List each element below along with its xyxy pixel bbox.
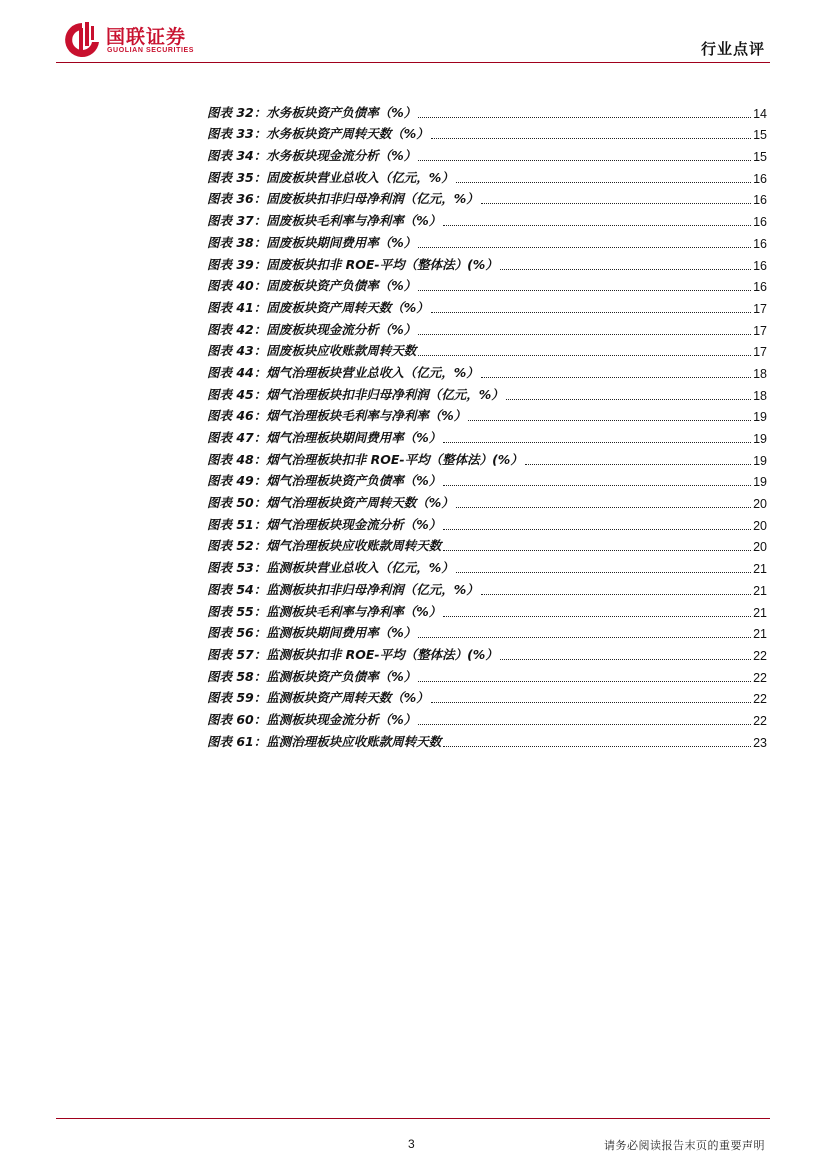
toc-entry[interactable] <box>207 489 767 511</box>
toc-dot-leader <box>481 590 751 595</box>
toc-entry-label: 图表 42：固废板块现金流分析（%） <box>207 321 417 337</box>
toc-entry[interactable] <box>207 468 767 490</box>
toc-entry-page: 20 <box>753 497 767 512</box>
toc-entry-label: 图表 44：烟气治理板块营业总收入（亿元，%） <box>207 364 479 380</box>
toc-entry-label: 图表 51：烟气治理板块现金流分析（%） <box>207 516 442 532</box>
toc-entry-page: 16 <box>753 258 767 273</box>
toc-entry-page: 19 <box>753 475 767 490</box>
toc-entry-label: 图表 32：水务板块资产负债率（%） <box>207 104 417 120</box>
toc-entry[interactable] <box>207 273 767 295</box>
toc-entry-page: 14 <box>753 106 767 121</box>
toc-dot-leader <box>418 633 751 638</box>
toc-entry[interactable] <box>207 620 767 642</box>
toc-entry[interactable] <box>207 728 767 750</box>
toc-entry-page: 15 <box>753 128 767 143</box>
toc-entry-label: 图表 59：监测板块资产周转天数（%） <box>207 690 429 706</box>
toc-dot-leader <box>481 373 751 378</box>
toc-dot-leader <box>456 178 751 183</box>
toc-dot-leader <box>500 655 751 660</box>
toc-dot-leader <box>481 199 751 204</box>
toc-entry-page: 21 <box>753 627 767 642</box>
logo-mark-icon <box>62 20 102 60</box>
toc-entry-label: 图表 57：监测板块扣非 ROE-平均（整体法）(%） <box>207 646 498 662</box>
toc-entry[interactable] <box>207 663 767 685</box>
toc-entry[interactable] <box>207 685 767 707</box>
toc-entry-label: 图表 34：水务板块现金流分析（%） <box>207 148 417 164</box>
toc-entry-page: 18 <box>753 388 767 403</box>
toc-dot-leader <box>443 742 751 747</box>
toc-entry-page: 21 <box>753 562 767 577</box>
toc-entry-page: 16 <box>753 236 767 251</box>
toc-entry[interactable] <box>207 446 767 468</box>
toc-dot-leader <box>500 265 751 270</box>
footer-disclaimer: 请务必阅读报告末页的重要声明 <box>604 1139 765 1152</box>
logo-text-en: GUOLIAN SECURITIES <box>107 47 195 54</box>
toc-entry-page: 17 <box>753 301 767 316</box>
toc-entry[interactable] <box>207 99 767 121</box>
toc-dot-leader <box>418 720 751 725</box>
toc-entry-page: 16 <box>753 280 767 295</box>
toc-dot-leader <box>418 351 751 356</box>
toc-entry[interactable] <box>207 121 767 143</box>
toc-entry-page: 22 <box>753 648 767 663</box>
document-type: 行业点评 <box>700 40 765 58</box>
toc-entry-page: 22 <box>753 692 767 707</box>
toc-dot-leader <box>443 546 751 551</box>
toc-entry-label: 图表 40：固废板块资产负债率（%） <box>207 278 417 294</box>
toc-entry-page: 21 <box>753 583 767 598</box>
footer-divider <box>56 1118 770 1119</box>
toc-entry-page: 16 <box>753 215 767 230</box>
toc-entry-page: 18 <box>753 366 767 381</box>
toc-dot-leader <box>418 243 751 248</box>
toc-entry-label: 图表 45：烟气治理板块扣非归母净利润（亿元，%） <box>207 386 504 402</box>
toc-entry-label: 图表 50：烟气治理板块资产周转天数（%） <box>207 495 454 511</box>
toc-entry-label: 图表 43：固废板块应收账款周转天数 <box>207 343 417 359</box>
toc-entry-label: 图表 48：烟气治理板块扣非 ROE-平均（整体法）(%） <box>207 451 523 467</box>
toc-entry[interactable] <box>207 511 767 533</box>
toc-dot-leader <box>443 221 751 226</box>
toc-entry-page: 15 <box>753 150 767 165</box>
toc-entry[interactable] <box>207 533 767 555</box>
toc-dot-leader <box>506 395 751 400</box>
toc-entry-label: 图表 58：监测板块资产负债率（%） <box>207 668 417 684</box>
toc-dot-leader <box>418 156 751 161</box>
toc-entry-label: 图表 49：烟气治理板块资产负债率（%） <box>207 473 442 489</box>
toc-dot-leader <box>456 503 751 508</box>
toc-entry-label: 图表 54：监测板块扣非归母净利润（亿元，%） <box>207 581 479 597</box>
toc-entry[interactable] <box>207 251 767 273</box>
toc-dot-leader <box>456 568 751 573</box>
toc-entry[interactable] <box>207 403 767 425</box>
toc-entry-page: 17 <box>753 323 767 338</box>
toc-dot-leader <box>418 330 751 335</box>
toc-entry-label: 图表 38：固废板块期间费用率（%） <box>207 234 417 250</box>
toc-entry-label: 图表 60：监测板块现金流分析（%） <box>207 711 417 727</box>
page-header <box>0 0 827 64</box>
toc-dot-leader <box>443 525 751 530</box>
toc-entry-label: 图表 55：监测板块毛利率与净利率（%） <box>207 603 442 619</box>
toc-entry[interactable] <box>207 338 767 360</box>
toc-entry-page: 20 <box>753 518 767 533</box>
toc-entry-page: 19 <box>753 432 767 446</box>
page-number: 3 <box>408 1137 415 1151</box>
toc-entry[interactable] <box>207 359 767 381</box>
header-divider <box>56 62 770 63</box>
toc-entry-page: 21 <box>753 605 767 620</box>
toc-entry[interactable] <box>207 164 767 186</box>
toc-entry-label: 图表 39：固废板块扣非 ROE-平均（整体法）(%） <box>207 256 498 272</box>
toc-entry-label: 图表 37：固废板块毛利率与净利率（%） <box>207 213 442 229</box>
toc-entry[interactable] <box>207 229 767 251</box>
toc-dot-leader <box>418 677 751 682</box>
toc-entry-page: 19 <box>753 453 767 468</box>
toc-entry-page: 23 <box>753 735 767 750</box>
toc-entry[interactable] <box>207 142 767 164</box>
toc-entry-label: 图表 33：水务板块资产周转天数（%） <box>207 126 429 142</box>
toc-dot-leader <box>443 438 751 443</box>
toc-entry[interactable] <box>207 424 767 446</box>
toc-entry-page: 22 <box>753 670 767 685</box>
toc-dot-leader <box>431 134 751 139</box>
toc-entry-page: 16 <box>753 171 767 186</box>
toc-entry[interactable] <box>207 207 767 229</box>
toc-entry-label: 图表 41：固废板块资产周转天数（%） <box>207 299 429 315</box>
toc-entry-label: 图表 53：监测板块营业总收入（亿元，%） <box>207 560 454 576</box>
toc-entry[interactable] <box>207 598 767 620</box>
toc-entry-label: 图表 47：烟气治理板块期间费用率（%） <box>207 430 442 445</box>
toc-dot-leader <box>443 481 751 486</box>
toc-entry-page: 16 <box>753 193 767 208</box>
toc-entry-label: 图表 52：烟气治理板块应收账款周转天数 <box>207 538 442 554</box>
toc-entry[interactable] <box>207 186 767 208</box>
toc-entry-page: 20 <box>753 540 767 555</box>
toc-entry-label: 图表 61：监测治理板块应收账款周转天数 <box>207 733 442 749</box>
toc-entry-page: 17 <box>753 345 767 360</box>
table-of-figures <box>207 99 767 750</box>
toc-entry[interactable] <box>207 641 767 663</box>
toc-dot-leader <box>443 612 751 617</box>
toc-entry-page: 22 <box>753 713 767 728</box>
toc-entry-label: 图表 56：监测板块期间费用率（%） <box>207 625 417 641</box>
toc-entry-page: 19 <box>753 410 767 425</box>
toc-entry[interactable] <box>207 706 767 728</box>
company-logo <box>62 20 232 60</box>
toc-dot-leader <box>418 113 751 118</box>
toc-entry[interactable] <box>207 316 767 338</box>
toc-dot-leader <box>431 308 751 313</box>
toc-dot-leader <box>468 416 751 421</box>
toc-entry[interactable] <box>207 576 767 598</box>
toc-entry-label: 图表 35：固废板块营业总收入（亿元，%） <box>207 169 454 185</box>
toc-dot-leader <box>418 286 751 291</box>
toc-entry[interactable] <box>207 554 767 576</box>
toc-entry-label: 图表 36：固废板块扣非归母净利润（亿元，%） <box>207 191 479 207</box>
toc-entry-label: 图表 46：烟气治理板块毛利率与净利率（%） <box>207 408 467 424</box>
toc-entry[interactable] <box>207 381 767 403</box>
toc-entry[interactable] <box>207 294 767 316</box>
logo-text-cn: 国联证券 <box>106 26 187 48</box>
toc-dot-leader <box>431 698 751 703</box>
toc-dot-leader <box>525 460 751 465</box>
